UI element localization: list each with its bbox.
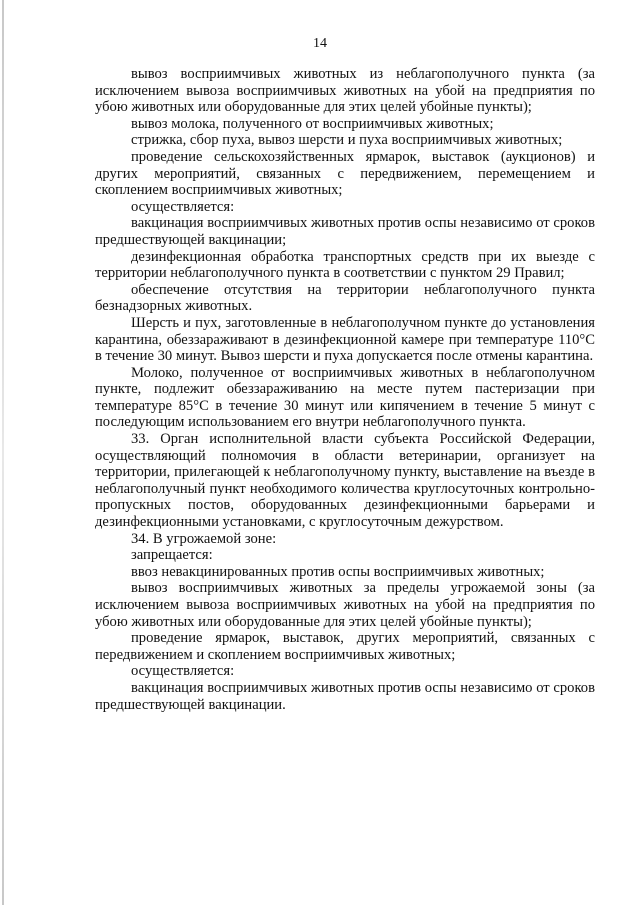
paragraph-export-milk: вывоз молока, полученного от восприимчивых животных; (131, 115, 494, 132)
page-number: 14 (313, 36, 327, 51)
paragraph-prohibited-heading: запрещается: (131, 547, 213, 564)
paragraph-export-animals: вывоз восприимчивых животных из неблагополучного пункта (за исключением вывоза восприимчивых животных на убой на предприятия по убою животных или оборудованные для этих целей убойные пункты); (95, 66, 595, 116)
paragraph-carried-out-heading: осуществляется: (131, 198, 235, 215)
paragraph-fairs: проведение сельскохозяйственных ярмарок, выставок (аукционов) и других мероприятий, связанных с передвижением, перемещением и скоплением восприимчивых животных; (95, 148, 595, 199)
paragraph-clause-34: 34. В угрожаемой зоне: (131, 530, 277, 547)
paragraph-import-unvaccinated: ввоз невакцинированных против оспы восприимчивых животных; (131, 563, 545, 580)
paragraph-vaccination: вакцинация восприимчивых животных против оспы независимо от сроков предшествующей вакцинации; (95, 215, 595, 248)
paragraph-carried-out-heading-2: осуществляется: (131, 663, 235, 680)
paragraph-export-threatened-zone: вывоз восприимчивых животных за пределы угрожаемой зоны (за исключением вывоза восприимчивых животных на убой на предприятия по убою животных или оборудованные для этих целей убойные пункты); (95, 580, 595, 630)
paragraph-vaccination-threatened-zone: вакцинация восприимчивых животных против оспы независимо от сроков предшествующей вакцинации. (95, 679, 595, 713)
paragraph-wool-down: Шерсть и пух, заготовленные в неблагополучном пункте до установления карантина, обеззараживают в дезинфекционной камере при температуре 110°С в течение 30 минут. Вывоз шерсти и пуха допускается после отмены карантина. (95, 314, 595, 365)
paragraph-milk-disinfection: Молоко, полученное от восприимчивых животных в неблагополучном пункте, подлежит обеззараживанию на месте путем пастеризации при температуре 85°С в течение 30 минут или кипячением в течение 5 минут с последующим использованием его внутри неблагополучного пункта. (95, 364, 595, 431)
paragraph-vehicle-disinfection: дезинфекционная обработка транспортных средств при их выезде с территории неблагополучного пункта в соответствии с пунктом 29 Правил; (95, 248, 595, 282)
paragraph-fairs-threatened-zone: проведение ярмарок, выставок, других мероприятий, связанных с передвижением и скоплением восприимчивых животных; (95, 630, 595, 663)
paragraph-stray-animals: обеспечение отсутствия на территории неблагополучного пункта безнадзорных животных. (95, 281, 595, 315)
document-body (95, 66, 595, 713)
scan-edge-mark (2, 0, 4, 905)
paragraph-shearing: стрижка, сбор пуха, вывоз шерсти и пуха восприимчивых животных; (131, 132, 563, 149)
paragraph-clause-33: 33. Орган исполнительной власти субъекта Российской Федерации, осуществляющий полномочия в области ветеринарии, организует на территории, прилегающей к неблагополучному пункту, выставление на въезде в неблагополучный пункт необходимого количества круглосуточных контрольно-пропускных постов, оборудованных дезинфекционными барьерами и дезинфекционными установками, с круглосуточным дежурством. (95, 431, 595, 531)
